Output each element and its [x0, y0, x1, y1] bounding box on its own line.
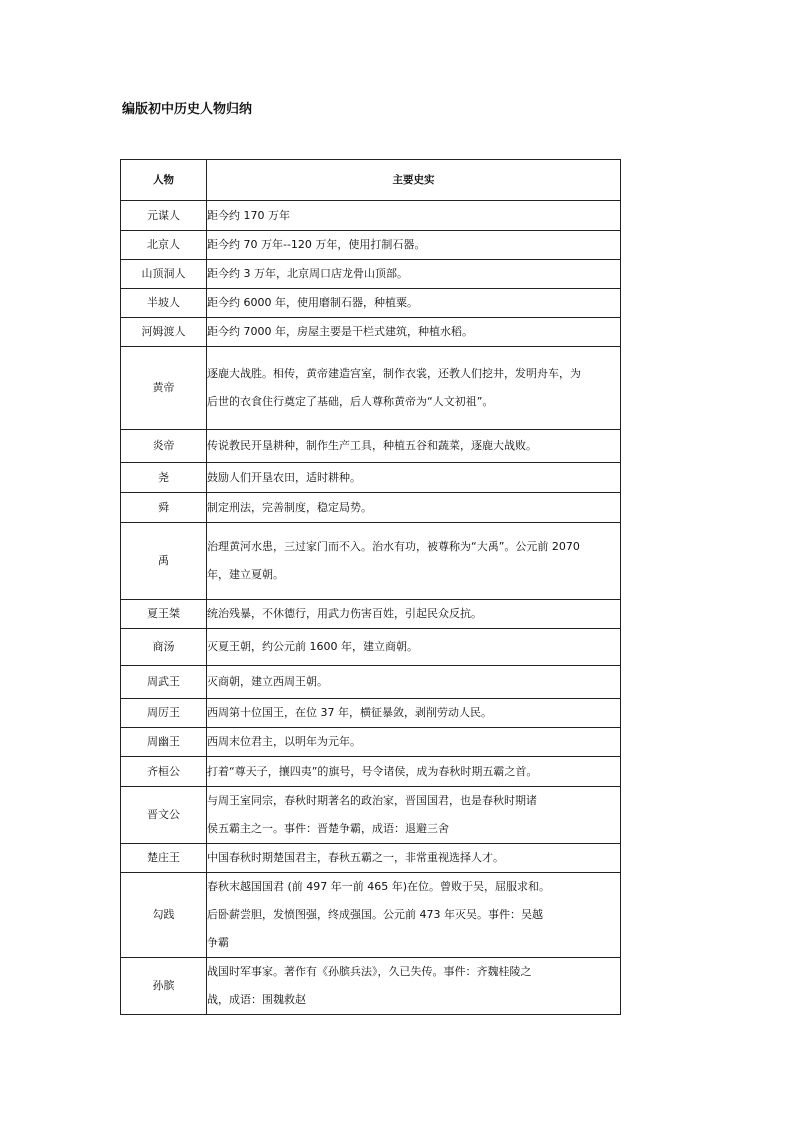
table-row — [121, 844, 621, 873]
fact-line: 治理黄河水患，三过家门而不入。治水有功，被尊称为“大禹”。公元前 2070 — [207, 540, 580, 553]
table-header-row — [121, 160, 621, 201]
fact-line: 与周王室同宗，春秋时期著名的政治家，晋国国君，也是春秋时期诸 — [207, 794, 537, 807]
fact-line: 战，成语：围魏救赵 — [207, 993, 306, 1006]
historical-facts-cell — [207, 201, 621, 231]
fact-line: 战国时军事家。著作有《孙膑兵法》，久已失传。事件：齐魏桂陵之 — [207, 965, 532, 978]
fact-line: 鼓励人们开垦农田，适时耕种。 — [207, 470, 361, 484]
fact-line: 逐鹿大战胜。相传，黄帝建造宫室，制作衣裳，还教人们挖井，发明舟车，为 — [207, 367, 581, 380]
table-row — [121, 728, 621, 757]
fact-line: 中国春秋时期楚国君主，春秋五霸之一，非常重视选择人才。 — [207, 851, 504, 864]
person-name-cell: 舜 — [121, 493, 207, 523]
historical-facts-cell — [207, 289, 621, 318]
history-figures-table — [120, 159, 621, 1015]
header-person: 人物 — [121, 160, 207, 201]
historical-facts-cell — [207, 787, 621, 844]
fact-line: 距今约 70 万年--120 万年，使用打制石器。 — [207, 238, 426, 251]
table-row — [121, 430, 621, 463]
table-row — [121, 666, 621, 699]
person-name-cell: 商汤 — [121, 629, 207, 666]
table-row — [121, 260, 621, 289]
fact-line: 侯五霸主之一。事件：晋楚争霸，成语：退避三舍 — [207, 822, 449, 835]
person-name-cell: 楚庄王 — [121, 844, 207, 873]
historical-facts-cell — [207, 260, 621, 289]
historical-facts-cell — [207, 666, 621, 699]
fact-line: 西周第十位国王，在位 37 年，横征暴敛，剥削劳动人民。 — [207, 706, 492, 719]
historical-facts-cell — [207, 318, 621, 347]
historical-facts-cell — [207, 347, 621, 430]
fact-line: 春秋末越国国君 (前 497 年一前 465 年)在位。曾败于吴，屈服求和。 — [207, 880, 551, 893]
fact-line: 西周末位君主，以明年为元年。 — [207, 735, 361, 748]
person-name-cell: 周武王 — [121, 666, 207, 699]
person-name-cell: 齐桓公 — [121, 757, 207, 787]
person-name-cell: 禹 — [121, 523, 207, 600]
person-name-cell: 山顶洞人 — [121, 260, 207, 289]
historical-facts-cell — [207, 699, 621, 728]
fact-line: 争霸 — [207, 936, 229, 949]
historical-facts-cell — [207, 463, 621, 493]
table-row — [121, 523, 621, 600]
historical-facts-cell — [207, 231, 621, 260]
fact-line: 距今约 7000 年，房屋主要是干栏式建筑，种植水稻。 — [207, 325, 473, 338]
historical-facts-cell — [207, 629, 621, 666]
person-name-cell: 河姆渡人 — [121, 318, 207, 347]
fact-line: 制定刑法，完善制度，稳定局势。 — [207, 500, 372, 514]
person-name-cell: 周厉王 — [121, 699, 207, 728]
table-row — [121, 231, 621, 260]
historical-facts-cell — [207, 873, 621, 958]
historical-facts-cell — [207, 728, 621, 757]
person-name-cell: 周幽王 — [121, 728, 207, 757]
table-body — [121, 201, 621, 1015]
table-row — [121, 289, 621, 318]
document-title: 编版初中历史人物归纳 — [122, 102, 253, 117]
person-name-cell: 尧 — [121, 463, 207, 493]
table-row — [121, 958, 621, 1015]
table-row — [121, 699, 621, 728]
person-name-cell: 孙膑 — [121, 958, 207, 1015]
fact-line: 距今约 6000 年，使用磨制石器，种植粟。 — [207, 296, 418, 309]
historical-facts-cell — [207, 757, 621, 787]
fact-line: 距今约 170 万年 — [207, 208, 290, 222]
person-name-cell: 半坡人 — [121, 289, 207, 318]
person-name-cell: 勾践 — [121, 873, 207, 958]
table-row — [121, 347, 621, 430]
historical-facts-cell — [207, 844, 621, 873]
table-row — [121, 629, 621, 666]
fact-line: 打着“尊天子，攘四夷”的旗号，号令诸侯，成为春秋时期五霸之首。 — [207, 764, 538, 778]
table-row — [121, 873, 621, 958]
header-facts: 主要史实 — [207, 160, 621, 201]
fact-line: 灭商朝，建立西周王朝。 — [207, 675, 328, 688]
table-row — [121, 318, 621, 347]
historical-facts-cell — [207, 958, 621, 1015]
fact-line: 后世的衣食住行奠定了基础，后人尊称黄帝为“人文初祖”。 — [207, 395, 494, 408]
fact-line: 传说教民开垦耕种，制作生产工具，种植五谷和蔬菜，逐鹿大战败。 — [207, 439, 537, 452]
fact-line: 年，建立夏朝。 — [207, 568, 284, 581]
fact-line: 统治残暴，不休德行，用武力伤害百姓，引起民众反抗。 — [207, 607, 482, 620]
historical-facts-cell — [207, 523, 621, 600]
historical-facts-cell — [207, 430, 621, 463]
table-row — [121, 493, 621, 523]
fact-line: 距今约 3 万年，北京周口店龙骨山顶部。 — [207, 267, 408, 280]
person-name-cell: 北京人 — [121, 231, 207, 260]
table-row — [121, 757, 621, 787]
person-name-cell: 元谋人 — [121, 201, 207, 231]
person-name-cell: 晋文公 — [121, 787, 207, 844]
historical-facts-cell — [207, 600, 621, 629]
fact-line: 后卧薪尝胆，发愤图强，终成强国。公元前 473 年灭吴。事件：吴越 — [207, 908, 543, 921]
fact-line: 灭夏王朝，约公元前 1600 年，建立商朝。 — [207, 640, 418, 653]
historical-facts-cell — [207, 493, 621, 523]
table-row — [121, 201, 621, 231]
table-row — [121, 600, 621, 629]
table-row — [121, 463, 621, 493]
person-name-cell: 夏王桀 — [121, 600, 207, 629]
table-row — [121, 787, 621, 844]
person-name-cell: 黄帝 — [121, 347, 207, 430]
person-name-cell: 炎帝 — [121, 430, 207, 463]
